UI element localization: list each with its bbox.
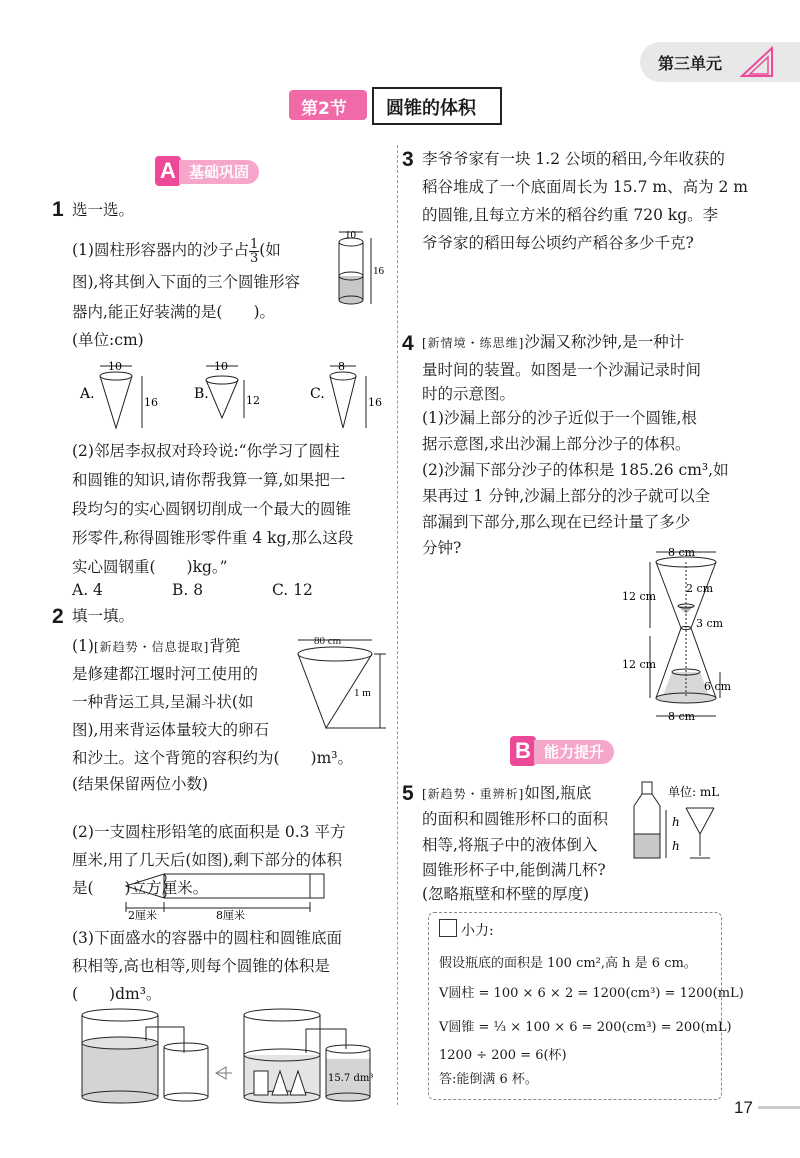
section-title-box: [372, 87, 502, 125]
answer-line3: V圆锥 = ⅓ × 100 × 6 = 200(cm³) = 200(mL): [439, 1020, 732, 1035]
q2-p2-line1: (2)一支圆柱形铅笔的底面积是 0.3 平方: [72, 823, 346, 841]
column-divider: [397, 145, 398, 1105]
q1-choice-b: B. 8: [172, 581, 204, 599]
q2-p3-line3: ( )dm³。: [72, 985, 162, 1003]
fraction: [249, 238, 259, 265]
water-volume-label: 15.7 dm³: [328, 1073, 374, 1084]
q2-p1-line2: 是修建都江堰时河工使用的: [72, 665, 259, 683]
checkbox-square[interactable]: [439, 919, 457, 937]
hourglass-bottom-width: 8 cm: [668, 710, 696, 723]
q2-p1-line5: 和沙土。这个背篼的容积约为( )m³。: [72, 749, 354, 767]
q2-p3-line2: 积相等,高也相等,则每个圆锥的体积是: [72, 957, 330, 975]
q1-p1-line4: (单位:cm): [72, 331, 144, 349]
hourglass-top-width: 8 cm: [668, 546, 696, 559]
q4-line2: 量时间的装置。如图是一个沙漏记录时间: [422, 361, 702, 379]
q2-p3-line1: (3)下面盛水的容器中的圆柱和圆锥底面: [72, 929, 342, 947]
q3-number: 3: [402, 148, 414, 171]
option-a-height: 16: [144, 396, 158, 409]
q2-p1-line6: (结果保留两位小数): [72, 775, 209, 793]
answer-title-text: 小力:: [461, 923, 494, 939]
tag-thinking: [新情境・练思维]: [422, 336, 525, 350]
frac-denominator: 3: [249, 250, 259, 266]
q5-h2: h: [672, 839, 680, 853]
q4-line9: 分钟?: [422, 539, 462, 557]
page-footer-bar: [758, 1106, 800, 1109]
q1-p1-line3: 器内,能正好装满的是( )。: [72, 303, 276, 321]
pencil-body-label: 8厘米: [216, 909, 245, 920]
q1-choice-c: C. 12: [272, 581, 313, 599]
cone-options: [78, 360, 398, 435]
hourglass-neck: 3 cm: [696, 617, 724, 630]
option-c-top: 8: [338, 360, 345, 373]
option-b-top: 10: [214, 360, 228, 373]
section-a-label: 基础巩固: [179, 160, 259, 184]
q1-number: 1: [52, 198, 64, 221]
option-c-height: 16: [368, 396, 382, 409]
tag-info-extract: [新趋势・信息提取]: [93, 640, 210, 654]
pencil-tip-label: 2厘米: [128, 909, 157, 920]
answer-line2: V圆柱 = 100 × 6 × 2 = 1200(cm³) = 1200(mL): [439, 986, 744, 1001]
hourglass-lower-sand: 6 cm: [704, 680, 732, 693]
basket-top-label: 80 cm: [314, 635, 342, 647]
basket-height-label: 1 m: [354, 687, 371, 699]
q2-p2-line3: 是( )立方厘米。: [72, 879, 209, 897]
q5-number: 5: [402, 782, 414, 805]
section-number: 第2节: [301, 99, 347, 119]
option-a-top: 10: [108, 360, 122, 373]
section-b-label: 能力提升: [534, 740, 614, 764]
cyl-top-label: 10: [345, 229, 356, 241]
q4-line6: (2)沙漏下部分沙子的体积是 185.26 cm³,如: [422, 461, 729, 479]
q2-p1-text: 背篼: [209, 637, 241, 655]
option-b-label: B.: [194, 386, 209, 402]
q5-unit: 单位: mL: [668, 785, 720, 799]
answer-box: [428, 912, 744, 1100]
tag-discriminate: [新趋势・重辨析]: [422, 787, 525, 801]
q4-line3: 时的示意图。: [422, 385, 516, 403]
hourglass-sand-height: 2 cm: [686, 582, 714, 595]
cyl-side-label: 16: [373, 265, 384, 277]
section-a-letter: A: [155, 156, 181, 186]
unit-label: 第三单元: [658, 54, 723, 73]
section-b-letter: B: [510, 736, 536, 766]
q5-h1: h: [672, 815, 680, 829]
page-number: 17: [734, 1098, 753, 1117]
bottle-goblet-figure: [628, 778, 738, 864]
option-b-height: 12: [246, 394, 260, 407]
q1-p2-line1: (2)邻居李叔叔对玲玲说:“你学习了圆柱: [72, 442, 340, 460]
option-a-label: A.: [80, 386, 95, 402]
pencil-figure: [120, 868, 335, 920]
q2-p2-line2: 厘米,用了几天后(如图),剩下部分的体积: [72, 851, 342, 869]
q4-line5: 据示意图,求出沙漏上部分沙子的体积。: [422, 435, 691, 453]
q5-line1-text: 如图,瓶底: [524, 784, 592, 802]
q2-p1-line1: (1)[新趋势・信息提取]背篼: [72, 637, 241, 655]
q3-line2: 稻谷堆成了一个底面周长为 15.7 m、高为 2 m: [422, 178, 748, 196]
basket-cone-figure: [290, 630, 390, 740]
q5-line5: (忽略瓶壁和杯壁的厚度): [422, 885, 590, 903]
q3-line4: 爷爷家的稻田每公顷约产稻谷多少千克?: [422, 234, 694, 252]
q2-p1-line3: 一种背运工具,呈漏斗状(如: [72, 693, 254, 711]
answer-line4: 1200 ÷ 200 = 6(杯): [439, 1048, 567, 1063]
q4-line1-text: 沙漏又称沙钟,是一种计: [524, 333, 685, 351]
hourglass-figure: [620, 540, 740, 730]
water-container-figure: [78, 1005, 378, 1105]
answer-title: [439, 917, 494, 946]
answer-line5: 答:能倒满 6 杯。: [439, 1072, 538, 1087]
q1-stem: 选一选。: [72, 201, 135, 219]
q1-p1-text-a: (1)圆柱形容器内的沙子占: [72, 241, 249, 259]
hourglass-lower-height: 12 cm: [622, 658, 657, 671]
q4-line8: 部漏到下部分,那么现在已经计量了多少: [422, 513, 691, 531]
sand-cylinder-figure: [325, 226, 385, 308]
q4-line7: 果再过 1 分钟,沙漏上部分的沙子就可以全: [422, 487, 711, 505]
q1-p2-line4: 形零件,称得圆锥形零件重 4 kg,那么这段: [72, 529, 354, 547]
q1-choice-a: A. 4: [72, 581, 103, 599]
frac-numerator: 1: [249, 236, 259, 252]
q1-p2-line3: 段均匀的实心圆钢切削成一个最大的圆锥: [72, 500, 352, 518]
q5-line3: 相等,将瓶子中的液体倒入: [422, 836, 598, 854]
hourglass-upper-height: 12 cm: [622, 590, 657, 603]
q2-p1-line4: 图),用来背运体量较大的卵石: [72, 721, 269, 739]
q3-line1: 李爷爷家有一块 1.2 公顷的稻田,今年收获的: [422, 150, 725, 168]
q5-line4: 圆锥形杯子中,能倒满几杯?: [422, 861, 606, 879]
q1-p1-line1: [72, 236, 281, 265]
q4-number: 4: [402, 332, 414, 355]
q1-p2-line2: 和圆锥的知识,请你帮我算一算,如果把一: [72, 471, 346, 489]
ruler-triangle-icon: [738, 44, 778, 80]
q3-line3: 的圆锥,且每立方米的稻谷约重 720 kg。李: [422, 206, 719, 224]
answer-line1: 假设瓶底的面积是 100 cm²,高 h 是 6 cm。: [439, 956, 697, 971]
q5-line2: 的面积和圆锥形杯口的面积: [422, 810, 609, 828]
unit-tab: [640, 42, 800, 82]
option-c-label: C.: [310, 386, 325, 402]
q2-number: 2: [52, 605, 64, 628]
q1-p2-line5: 实心圆钢重( )kg。”: [72, 558, 228, 576]
q1-p1-line2: 图),将其倒入下面的三个圆锥形容: [72, 273, 300, 291]
section-title: 圆锥的体积: [386, 98, 476, 119]
q2-stem: 填一填。: [72, 607, 135, 625]
q1-p1-text-b: (如: [259, 241, 281, 259]
q4-line4: (1)沙漏上部分的沙子近似于一个圆锥,根: [422, 409, 697, 427]
section-number-pill: [289, 90, 367, 120]
q4-line1: [422, 328, 684, 358]
